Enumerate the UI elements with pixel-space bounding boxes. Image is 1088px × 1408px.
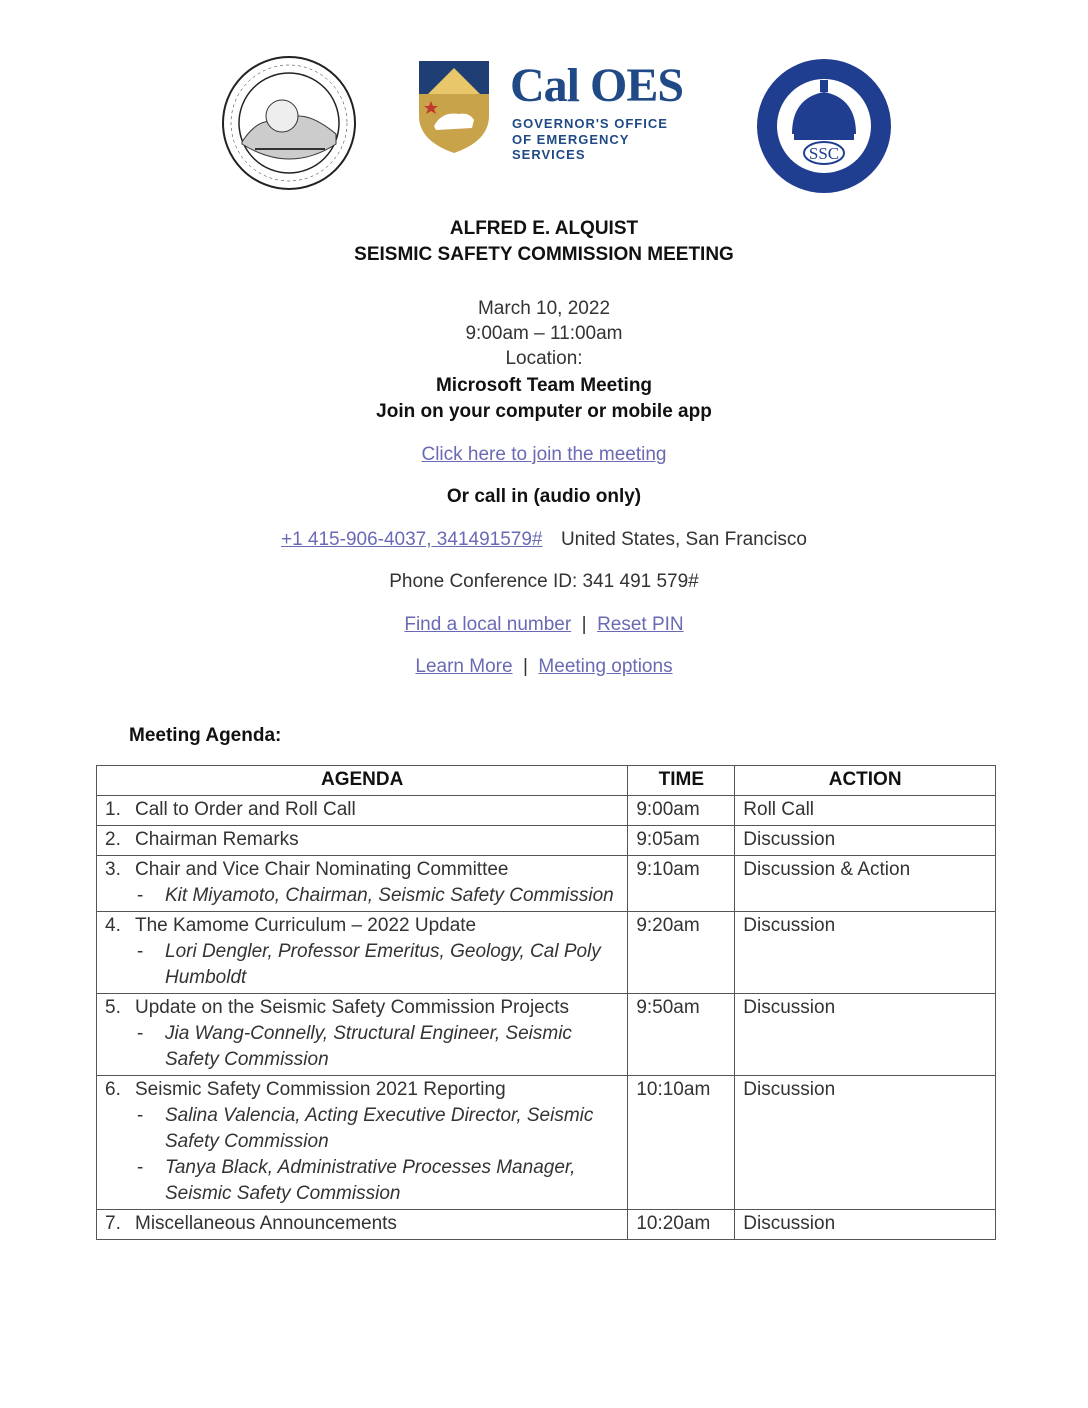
table-row [97, 826, 996, 856]
reset-pin-link[interactable]: Reset PIN [597, 614, 684, 635]
caloes-logo [414, 56, 704, 162]
table-row [97, 796, 996, 826]
presenter: - Lori Dengler, Professor Emeritus, Geology, Cal Poly Humboldt [137, 941, 601, 988]
find-local-number-link[interactable]: Find a local number [404, 614, 572, 635]
time-cell: 9:05am [628, 826, 735, 856]
agenda-item-cell [97, 826, 628, 856]
caloes-shield-icon [414, 56, 494, 156]
time-cell: 9:10am [628, 856, 735, 912]
time-cell: 9:50am [628, 994, 735, 1076]
phone-row [0, 529, 1088, 551]
agenda-column-header: AGENDA [97, 766, 628, 796]
action-cell: Discussion & Action [735, 856, 996, 912]
action-cell: Discussion [735, 1210, 996, 1240]
presenter: - Jia Wang-Connelly, Structural Engineer, Seismic Safety Commission [137, 1023, 572, 1070]
table-row [97, 1076, 996, 1210]
time-cell: 10:20am [628, 1210, 735, 1240]
agenda-item-cell [97, 856, 628, 912]
item-title: Call to Order and Roll Call [135, 799, 356, 820]
agenda-label: Meeting Agenda: [129, 725, 282, 746]
options-row [0, 656, 1088, 678]
document-title-line-2: SEISMIC SAFETY COMMISSION MEETING [354, 244, 734, 265]
agenda-table [96, 765, 996, 1240]
item-title: Update on the Seismic Safety Commission Projects [135, 997, 570, 1018]
join-instructions: Join on your computer or mobile app [376, 401, 712, 422]
agenda-header-row [97, 766, 996, 796]
action-cell: Roll Call [735, 796, 996, 826]
table-row [97, 856, 996, 912]
action-cell: Discussion [735, 994, 996, 1076]
logo-bar [0, 28, 1088, 178]
agenda-item-cell [97, 1210, 628, 1240]
call-in-label: Or call in (audio only) [446, 486, 642, 507]
california-state-seal-icon [220, 54, 358, 192]
item-title: The Kamome Curriculum – 2022 Update [135, 915, 477, 936]
table-row [97, 912, 996, 994]
presenter: - Kit Miyamoto, Chairman, Seismic Safety Commission [137, 885, 614, 906]
presenter: - Tanya Black, Administrative Processes Manager, Seismic Safety Commission [137, 1157, 576, 1204]
conference-id: Phone Conference ID: 341 491 579# [389, 571, 699, 592]
caloes-subtitle-1: GOVERNOR'S OFFICE [512, 116, 668, 131]
meeting-options-link[interactable]: Meeting options [538, 656, 673, 677]
caloes-name: Cal OES [510, 59, 684, 112]
seismic-safety-commission-seal-icon [754, 56, 894, 196]
item-number: 7. [105, 1213, 121, 1234]
table-row [97, 1210, 996, 1240]
link-separator: | [523, 656, 528, 677]
svg-text:SSC: SSC [808, 144, 840, 163]
action-cell: Discussion [735, 826, 996, 856]
item-title: Miscellaneous Announcements [135, 1213, 397, 1234]
action-cell: Discussion [735, 912, 996, 994]
phone-location: United States, San Francisco [560, 529, 808, 550]
local-number-row [0, 614, 1088, 636]
time-cell: 9:00am [628, 796, 735, 826]
item-number: 4. [105, 915, 121, 936]
item-title: Chairman Remarks [135, 829, 299, 850]
item-number: 1. [105, 799, 121, 820]
meeting-date: March 10, 2022 [477, 298, 611, 319]
action-cell: Discussion [735, 1076, 996, 1210]
action-column-header: ACTION [735, 766, 996, 796]
join-meeting-link[interactable]: Click here to join the meeting [421, 444, 667, 465]
document-title-line-1: ALFRED E. ALQUIST [449, 218, 639, 239]
time-cell: 9:20am [628, 912, 735, 994]
item-number: 5. [105, 997, 121, 1018]
item-number: 2. [105, 829, 121, 850]
join-link-row [0, 444, 1088, 466]
agenda-item-cell [97, 912, 628, 994]
item-title: Seismic Safety Commission 2021 Reporting [135, 1079, 506, 1100]
phone-number-link[interactable]: +1 415-906-4037, 341491579# [280, 529, 543, 550]
item-title: Chair and Vice Chair Nominating Committee [135, 859, 509, 880]
presenter: - Salina Valencia, Acting Executive Director, Seismic Safety Commission [137, 1105, 594, 1152]
table-row [97, 994, 996, 1076]
item-number: 3. [105, 859, 121, 880]
agenda-item-cell [97, 1076, 628, 1210]
agenda-item-cell [97, 796, 628, 826]
time-column-header: TIME [628, 766, 735, 796]
caloes-subtitle-2: OF EMERGENCY SERVICES [512, 132, 630, 162]
link-separator: | [581, 614, 587, 635]
meeting-location: Microsoft Team Meeting [435, 375, 653, 396]
item-number: 6. [105, 1079, 121, 1100]
agenda-item-cell [97, 994, 628, 1076]
time-cell: 10:10am [628, 1076, 735, 1210]
learn-more-link[interactable]: Learn More [415, 656, 513, 677]
location-label: Location: [505, 348, 583, 369]
meeting-time: 9:00am – 11:00am [465, 323, 623, 344]
